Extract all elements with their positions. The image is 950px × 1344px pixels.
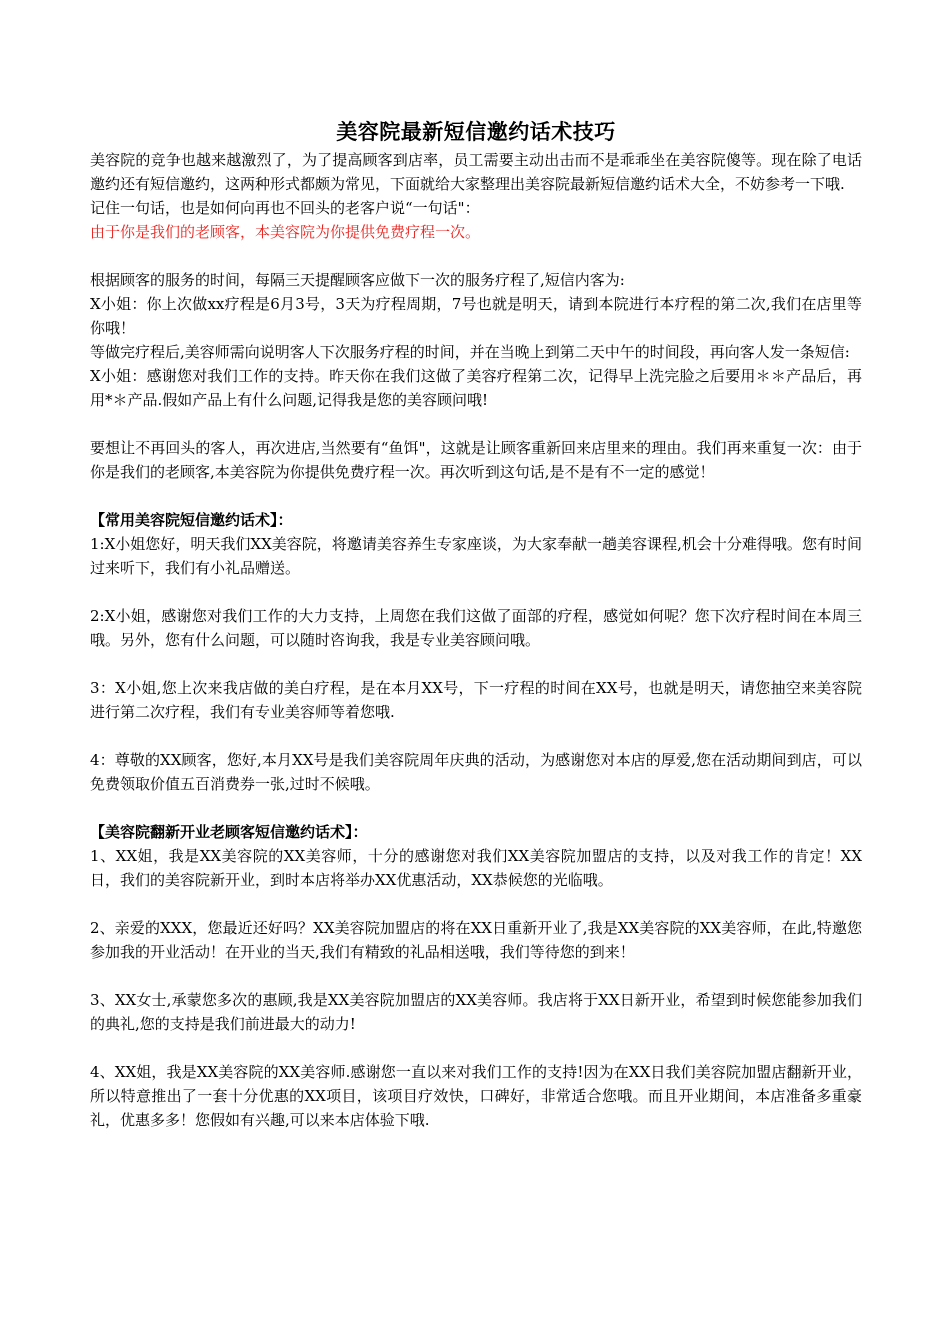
bait-paragraph: 要想让不再回头的客人，再次进店,当然要有“鱼饵"，这就是让顾客重新回来店里来的理由。我们再来重复一次：由于你是我们的老顾客,本美容院为你提供免费疗程一次。再次听到这句话,是不是有不一定的感觉！ — [90, 439, 862, 481]
spacer — [90, 892, 862, 916]
page-title: 美容院最新短信邀约话术技巧 — [336, 119, 616, 144]
section-heading-common: 【常用美容院短信邀约话术】： — [90, 511, 293, 529]
highlight-sentence: 由于你是我们的老顾客，本美容院为你提供免费疗程一次。 — [90, 223, 481, 241]
followup-instruction: 等做完疗程后,美容师需向说明客人下次服务疗程的时间，并在当晚上到第二天中午的时间段，再向客人发一条短信: — [90, 343, 850, 361]
document-page — [90, 118, 862, 1132]
sms-example-2: X小姐：感谢您对我们工作的支持。昨天你在我们这做了美容疗程第二次，记得早上洗完脸之后要用＊＊产品后，再用*＊产品.假如产品上有什么问题,记得我是您的美容顾问哦! — [90, 367, 862, 409]
sms-example-1: X小姐：你上次做xx疗程是6月3号，3天为疗程周期，7号也就是明天，请到本院进行本疗程的第二次,我们在店里等你哦！ — [90, 295, 862, 337]
spacer — [90, 796, 862, 820]
spacer — [90, 724, 862, 748]
common-item: 4：尊敬的XX顾客，您好,本月XX号是我们美容院周年庆典的活动，为感谢您对本店的厚爱,您在活动期间到店，可以免费领取价值五百消费券一张,过时不候哦。 — [90, 751, 862, 793]
section-heading-reopen: 【美容院翻新开业老顾客短信邀约话术】： — [90, 823, 368, 841]
reopen-item: 3、XX女士,承蒙您多次的惠顾,我是XX美容院加盟店的XX美容师。我店将于XX日新开业，希望到时候您能参加我们的典礼,您的支持是我们前进最大的动力! — [90, 991, 862, 1033]
intro-remember-line: 记住一句话，也是如何向再也不回头的老客户说“一句话"： — [90, 199, 480, 217]
reopen-item: 4、XX姐，我是XX美容院的XX美容师.感谢您一直以来对我们工作的支持!因为在XX日我们美容院加盟店翻新开业，所以特意推出了一套十分优惠的XX项目，该项目疗效快，口碑好，非常适合您哦。而且开业期间，本店准备多重豪礼，优惠多多！您假如有兴趣,可以来本店体验下哦. — [90, 1063, 862, 1129]
reminder-intro: 根据顾客的服务的时间，每隔三天提醒顾客应做下一次的服务疗程了,短信内客为: — [90, 271, 625, 289]
spacer — [90, 652, 862, 676]
common-item: 3：X小姐,您上次来我店做的美白疗程，是在本月XX号，下一疗程的时间在XX号，也就是明天，请您抽空来美容院进行第二次疗程，我们有专业美容师等着您哦. — [90, 679, 862, 721]
common-item: 1:X小姐您好，明天我们XX美容院，将邀请美容养生专家座谈，为大家奉献一趟美容课程,机会十分难得哦。您有时间过来听下，我们有小礼品赠送。 — [90, 535, 862, 577]
common-item: 2:X小姐，感谢您对我们工作的大力支持，上周您在我们这做了面部的疗程，感觉如何呢？您下次疗程时间在本周三哦。另外，您有什么问题，可以随时咨询我，我是专业美容顾问哦。 — [90, 607, 862, 649]
spacer — [90, 964, 862, 988]
spacer — [90, 1036, 862, 1060]
spacer — [90, 580, 862, 604]
intro-paragraph: 美容院的竞争也越来越激烈了，为了提高顾客到店率，员工需要主动出击而不是乖乖坐在美容院傻等。现在除了电话邀约还有短信邀约，这两种形式都颇为常见，下面就给大家整理出美容院最新短信邀约话术大全，不妨参考一下哦. — [90, 151, 862, 193]
spacer — [90, 484, 862, 508]
reopen-item: 1、XX姐，我是XX美容院的XX美容师，十分的感谢您对我们XX美容院加盟店的支持，以及对我工作的肯定！XX日，我们的美容院新开业，到时本店将举办XX优惠活动，XX恭候您的光临哦。 — [90, 847, 862, 889]
reopen-item: 2、亲爱的XXX，您最近还好吗？XX美容院加盟店的将在XX日重新开业了,我是XX美容院的XX美容师，在此,特邀您参加我的开业活动！在开业的当天,我们有精致的礼品相送哦，我们等待您的到来！ — [90, 919, 862, 961]
spacer — [90, 244, 862, 268]
spacer — [90, 412, 862, 436]
